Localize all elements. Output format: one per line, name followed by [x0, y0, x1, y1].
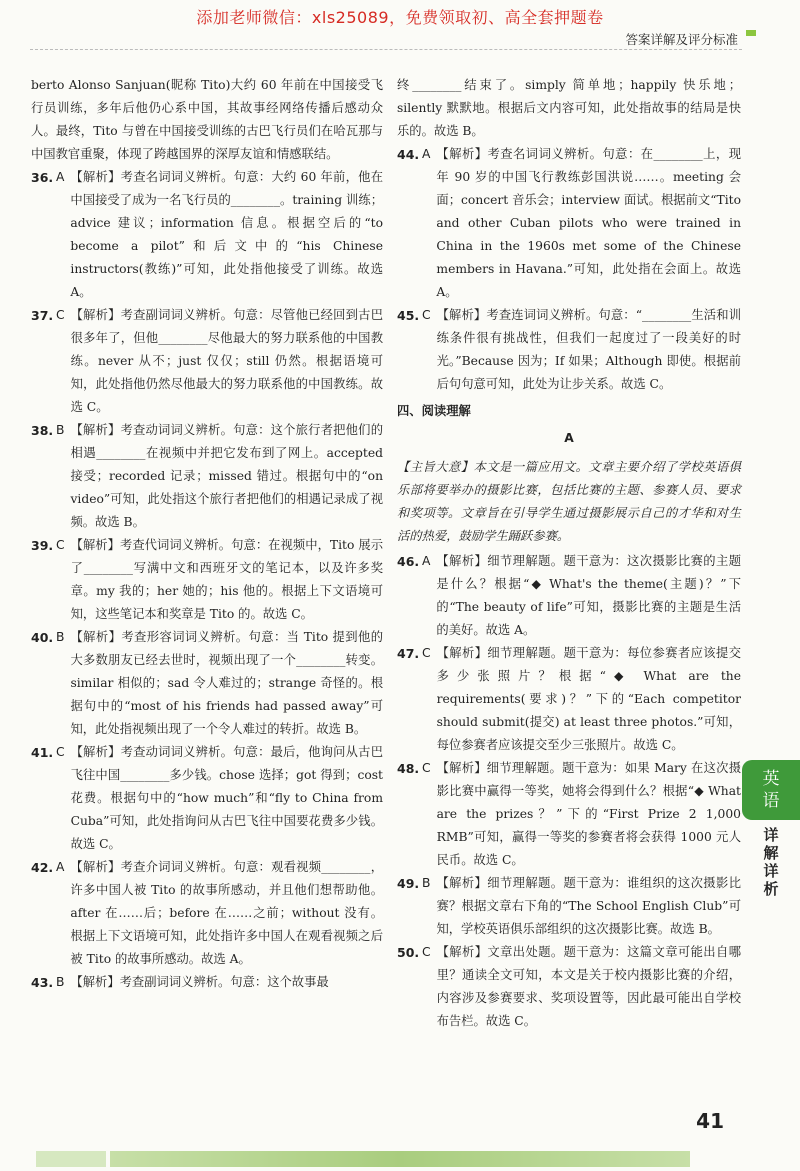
question-number: 48. — [397, 761, 420, 776]
answer-letter: B — [56, 630, 65, 644]
answer-letter: B — [56, 975, 65, 989]
explanation-text: 【解析】考查名词词义辨析。句意：大约 60 年前，他在中国接受了成为一名飞行员的________。training 训练；advice 建议；information 信息。根据空后的“to become a pilot”和后文中的“his Chinese instructors(教练)”可知，此处指他接受了训练。故选 A。 — [70, 170, 383, 299]
answer-letter: C — [56, 745, 65, 759]
answer-item — [397, 642, 741, 757]
question-number: 39. — [31, 538, 54, 553]
answer-list-right — [397, 143, 741, 396]
answer-letter: C — [56, 308, 65, 322]
label-char-3: 详 — [763, 862, 779, 880]
explanation-text: 【解析】考查动词词义辨析。句意：最后，他询问从古巴飞往中国________多少钱。chose 选择；got 得到；cost 花费。根据句中的“how much”和“fly to China from Cuba”可知，此处指询问从古巴飞往中国要花费多少钱。故选 C。 — [70, 745, 383, 851]
explanation-text: 【解析】细节理解题。题干意为：每位参赛者应该提交多少张照片？根据“◆ What are the requirements(要求)？”下的“Each competitor should submit(提交) at least three photos.”可知，每位参赛者应该提交至少三张照片。故选 C。 — [436, 646, 741, 752]
explanation-text: 【解析】考查副词词义辨析。句意：这个故事最 — [70, 975, 329, 989]
question-number: 50. — [397, 945, 420, 960]
explanation-text: 【解析】考查形容词词义辨析。句意：当 Tito 提到他的大多数朋友已经去世时，视频出现了一个________转变。similar 相似的；sad 令人难过的；strange 奇怪的。根据句中的“most of his friends had passed away”可知，此处指视频出现了一个令人难过的转折。故选 B。 — [70, 630, 383, 736]
explanation-text: 【解析】文章出处题。题干意为：这篇文章可能出自哪里？通读全文可知，本文是关于校内摄影比赛的介绍，内容涉及参赛要求、奖项设置等，因此最可能出自学校布告栏。故选 C。 — [436, 945, 741, 1028]
explanation-text: 【解析】考查代词词义辨析。句意：在视频中，Tito 展示了________写满中文和西班牙文的笔记本，以及许多奖章。my 我的；her 她的；his 他的。根据上下文语境可知，这些笔记本和奖章是 Tito 的。故选 C。 — [70, 538, 383, 621]
label-char-4: 析 — [763, 880, 779, 898]
answer-letter: C — [422, 945, 431, 959]
answer-letter: B — [56, 423, 65, 437]
answer-item — [31, 304, 383, 419]
subject-char-2: 语 — [762, 791, 780, 811]
page-number: 41 — [696, 1109, 724, 1133]
answer-item — [31, 971, 383, 994]
promo-banner: 添加老师微信：xls25089，免费领取初、高全套押题卷 — [196, 8, 604, 27]
question-number: 45. — [397, 308, 420, 323]
right-column — [397, 74, 741, 1033]
answer-letter: B — [422, 876, 431, 890]
answer-letter: C — [422, 646, 431, 660]
answer-letter: A — [56, 860, 65, 874]
page-header: 答案详解及评分标准 — [625, 32, 738, 47]
answer-letter: A — [422, 554, 431, 568]
answer-item — [397, 757, 741, 872]
answer-letter: C — [422, 308, 431, 322]
subject-side-tab — [742, 760, 800, 936]
subject-char-1: 英 — [762, 769, 780, 789]
explanation-text: 【解析】考查副词词义辨析。句意：尽管他已经回到古巴很多年了，但他________尽他最大的努力联系他的中国教练。never 从不；just 仅仅；still 仍然。根据语境可知，此处指他仍然尽他最大的努力联系他的中国教练。故选 C。 — [70, 308, 383, 414]
section-title: 四、阅读理解 — [397, 404, 471, 418]
explanation-text: 【解析】考查介词词义辨析。句意：观看视频________，许多中国人被 Tito 的故事所感动，并且他们想帮助他。after 在……后；before 在……之前；without 没有。根据上下文语境可知，此处指许多中国人在观看视频之后被 Tito 的故事所感动。故选 A。 — [70, 860, 383, 966]
question-number: 37. — [31, 308, 54, 323]
answer-letter: C — [422, 761, 431, 775]
question-number: 38. — [31, 423, 54, 438]
question-number: 49. — [397, 876, 420, 891]
answer-letter: A — [422, 147, 431, 161]
answer-list-reading — [397, 550, 741, 1033]
answer-43-continued: 终________结束了。simply 简单地；happily 快乐地；silently 默默地。根据后文内容可知，此处指故事的结局是快乐的。故选 B。 — [397, 78, 741, 138]
explanation-text: 【解析】细节理解题。题干意为：这次摄影比赛的主题是什么？根据“◆ What's the theme(主题)？”下的“The beauty of life”可知，摄影比赛的主题是生活的美好。故选 A。 — [436, 554, 741, 637]
answer-item — [31, 741, 383, 856]
answer-item — [31, 626, 383, 741]
header-divider — [30, 49, 742, 50]
answer-item — [397, 550, 741, 642]
question-number: 46. — [397, 554, 420, 569]
explanation-text: 【解析】细节理解题。题干意为：如果 Mary 在这次摄影比赛中赢得一等奖，她将会得到什么？根据“◆ What are the prizes？”下的“First Prize 2 1,000 RMB”可知，赢得一等奖的参赛者将会获得 1000 元人民币。故选 C。 — [436, 761, 741, 867]
passage-title: A — [564, 431, 574, 445]
question-number: 47. — [397, 646, 420, 661]
explanation-text: 【解析】考查名词词义辨析。句意：在________上，现年 90 岁的中国飞行教练彭国洪说……。meeting 会面；concert 音乐会；interview 面试。根据前文“Tito and other Cuban pilots who were trained in China in the 1960s met some of the Chinese members in Havana.”可知，此处指在会面上。故选 A。 — [436, 147, 741, 299]
answer-letter: C — [56, 538, 65, 552]
answer-item — [397, 941, 741, 1033]
header-decoration — [746, 30, 756, 36]
answer-item — [397, 143, 741, 304]
label-char-1: 详 — [763, 826, 779, 844]
question-number: 41. — [31, 745, 54, 760]
question-number: 36. — [31, 170, 54, 185]
label-char-2: 解 — [763, 844, 779, 862]
question-number: 40. — [31, 630, 54, 645]
answer-item — [31, 166, 383, 304]
question-number: 44. — [397, 147, 420, 162]
passage-summary: 【主旨大意】本文是一篇应用文。文章主要介绍了学校英语俱乐部将要举办的摄影比赛，包括比赛的主题、参赛人员、要求和奖项等。文章旨在引导学生通过摄影展示自己的才华和对生活的热爱，鼓励学生踊跃参赛。 — [397, 460, 741, 543]
section-tab — [742, 820, 800, 898]
answer-item — [31, 534, 383, 626]
answer-list-left — [31, 166, 383, 994]
explanation-text: 【解析】细节理解题。题干意为：谁组织的这次摄影比赛？根据文章右下角的“The School English Club”可知，学校英语俱乐部组织的这次摄影比赛。故选 B。 — [436, 876, 741, 936]
footer-decoration-left — [36, 1151, 106, 1167]
footer-decoration-bar — [110, 1151, 690, 1167]
subject-tab — [742, 760, 800, 820]
answer-letter: A — [56, 170, 65, 184]
answer-item — [397, 872, 741, 941]
explanation-text: 【解析】考查动词词义辨析。句意：这个旅行者把他们的相遇________在视频中并把它发布到了网上。accepted 接受；recorded 记录；missed 错过。根据句中的“on video”可知，此处指这个旅行者把他们的相遇记录成了视频。故选 B。 — [70, 423, 383, 529]
passage-summary-continued: berto Alonso Sanjuan(昵称 Tito)大约 60 年前在中国接受飞行员训练，多年后他仍心系中国，其故事经网络传播后感动众人。最终，Tito 与曾在中国接受训练的古巴飞行员们在哈瓦那与中国教官重聚，体现了跨越国界的深厚友谊和情感联结。 — [31, 78, 383, 161]
answer-item — [397, 304, 741, 396]
answer-item — [31, 856, 383, 971]
question-number: 43. — [31, 975, 54, 990]
answer-item — [31, 419, 383, 534]
explanation-text: 【解析】考查连词词义辨析。句意：“________生活和训练条件很有挑战性，但我们一起度过了一段美好的时光。”Because 因为；If 如果；Although 即使。根据前后句句意可知，此处为让步关系。故选 C。 — [436, 308, 741, 391]
left-column — [31, 74, 383, 994]
question-number: 42. — [31, 860, 54, 875]
